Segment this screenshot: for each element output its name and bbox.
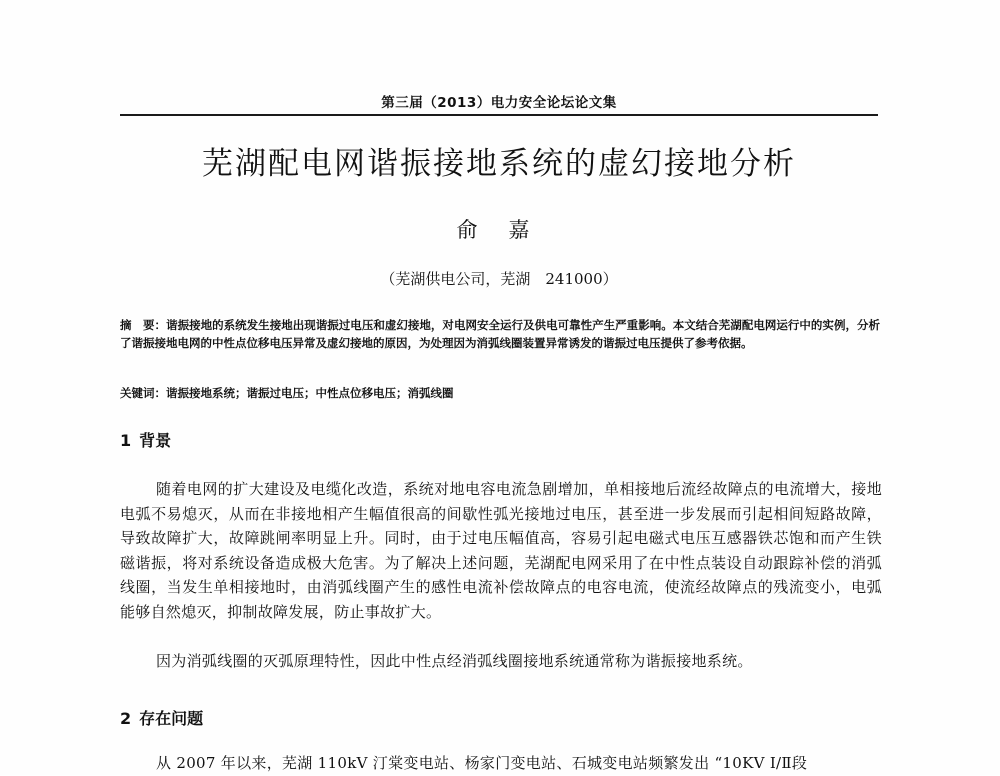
running-header: 第三届（2013）电力安全论坛论文集 xyxy=(381,95,617,111)
author-name: 俞 嘉 xyxy=(456,218,542,242)
section-number: 1 xyxy=(120,431,132,450)
abstract-block xyxy=(120,316,880,352)
section-number: 2 xyxy=(120,709,132,728)
body-paragraph: 因为消弧线圈的灭弧原理特性，因此中性点经消弧线圈接地系统通常称为谐振接地系统。 xyxy=(156,652,753,670)
body-paragraph: 随着电网的扩大建设及电缆化改造，系统对地电容电流急剧增加，单相接地后流经故障点的电流增大，接地电弧不易熄灭，从而在非接地相产生幅值很高的间歇性弧光接地过电压，甚至进一步发展而引起相间短路故障，导致故障扩大，故障跳闸率明显上升。同时，由于过电压幅值高，容易引起电磁式电压互感器铁芯饱和而产生铁磁谐振，将对系统设备造成极大危害。为了解决上述问题，芜湖配电网采用了在中性点装设自动跟踪补偿的消弧线圈，当发生单相接地时，由消弧线圈产生的感性电流补偿故障点的电容电流，使流经故障点的残流变小，电弧能够自然熄灭，抑制故障发展，防止事故扩大。 xyxy=(120,480,882,621)
abstract-label: 摘 要： xyxy=(120,318,167,332)
keywords-block xyxy=(120,384,880,402)
section-heading-background xyxy=(120,428,171,451)
section-title: 存在问题 xyxy=(139,709,204,728)
keywords-label: 关键词： xyxy=(120,386,166,400)
paper-title: 芜湖配电网谐振接地系统的虚幻接地分析 xyxy=(202,146,796,182)
section-title: 背景 xyxy=(139,431,172,450)
author-affiliation: （芜湖供电公司，芜湖 241000） xyxy=(380,270,618,288)
header-rule xyxy=(120,114,878,116)
section-heading-problems xyxy=(120,706,203,729)
body-paragraph: 从 2007 年以来，芜湖 110kV 汀棠变电站、杨家门变电站、石城变电站频繁发出 “10KV Ⅰ/Ⅱ段 xyxy=(156,754,808,772)
keywords-text: 谐振接地系统；谐振过电压；中性点位移电压；消弧线圈 xyxy=(166,386,454,400)
abstract-text: 谐振接地的系统发生接地出现谐振过电压和虚幻接地，对电网安全运行及供电可靠性产生严重影响。本文结合芜湖配电网运行中的实例，分析了谐振接地电网的中性点位移电压异常及虚幻接地的原因，为处理因为消弧线圈装置异常诱发的谐振过电压提供了参考依据。 xyxy=(120,318,880,350)
